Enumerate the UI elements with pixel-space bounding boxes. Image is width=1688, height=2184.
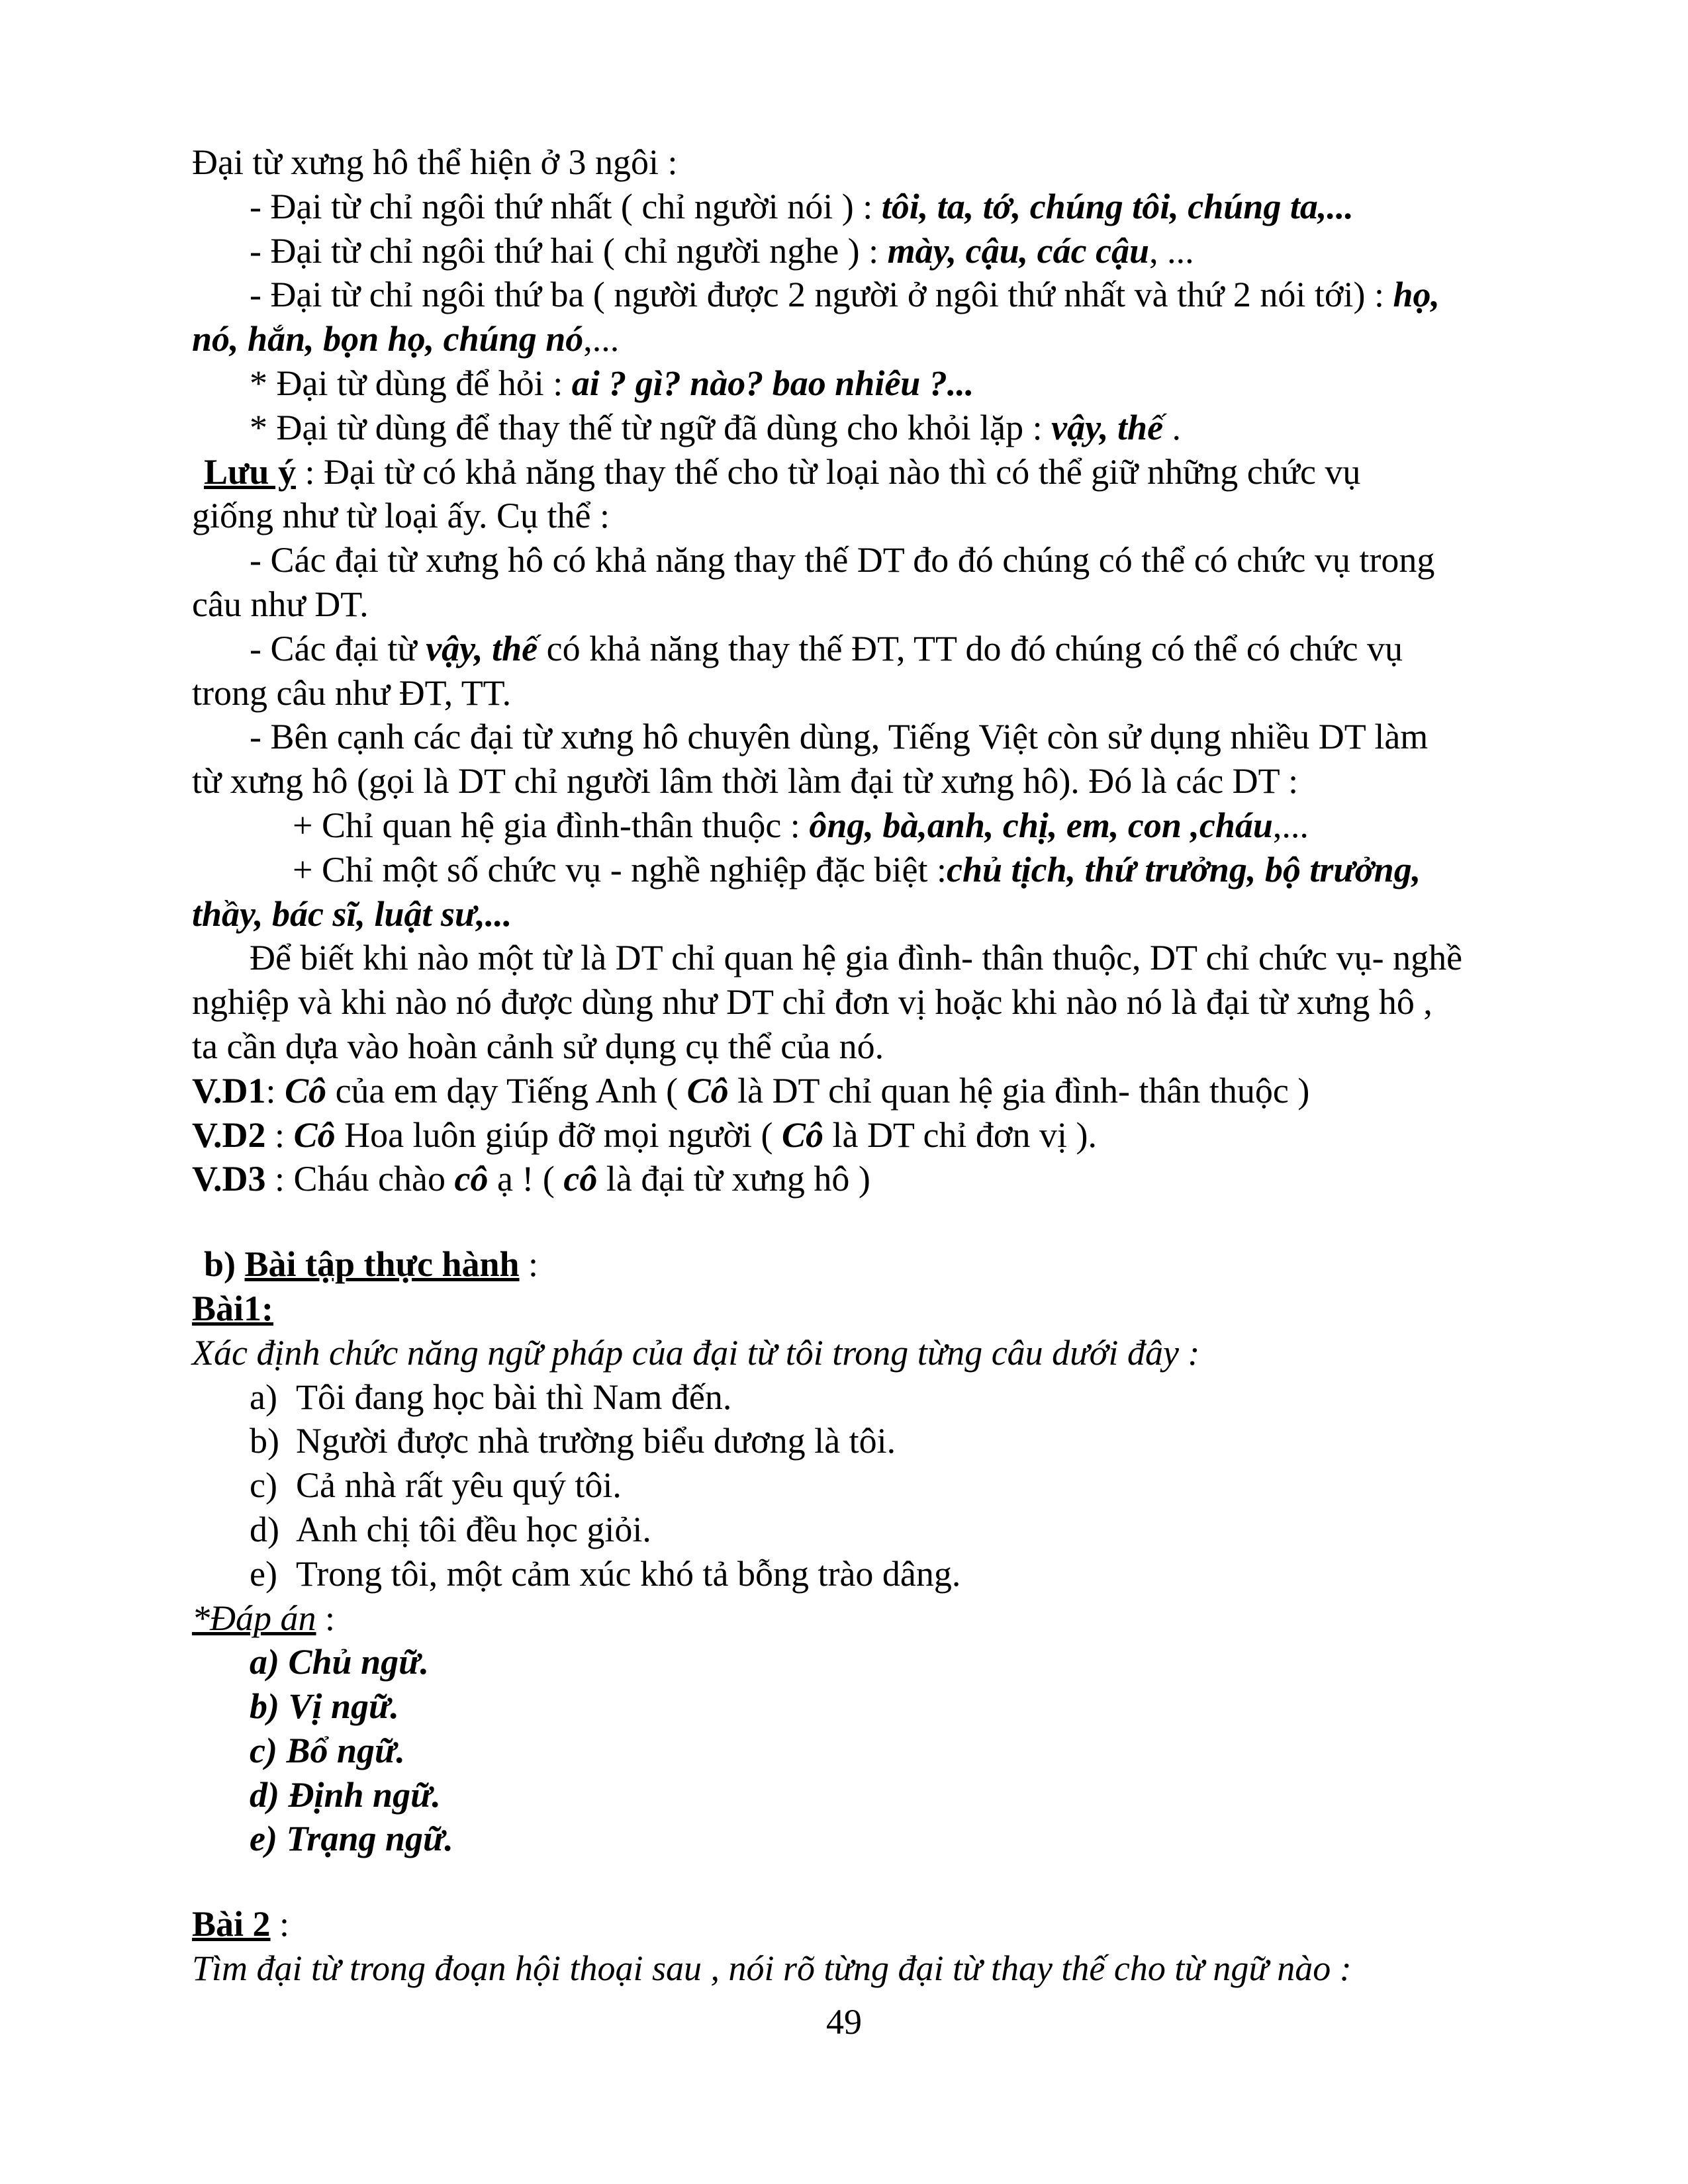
list-item: d) Anh chị tôi đều học giỏi. [250,1509,651,1549]
note-line: Lưu ý : Đại từ có khả năng thay thế cho từ loại nào thì có thể giữ những chức vụ [204,451,1361,492]
list-item: e) Trong tôi, một cảm xúc khó tả bỗng trào dâng. [250,1553,961,1594]
page-number: 49 [826,2002,862,2042]
example-2: V.D2 : Cô Hoa luôn giúp đỡ mọi người ( Cô là DT chỉ đơn vị ). [192,1115,1097,1155]
context-paragraph-cont-1: nghiệp và khi nào nó được dùng như DT chỉ đơn vị hoặc khi nào nó là đại từ xưng hô , [192,982,1432,1023]
context-paragraph-cont-2: ta cần dựa vào hoàn cảnh sử dụng cụ thể của nó. [192,1026,884,1066]
exercise-1-title: Bài1: [192,1288,274,1328]
list-item: a) Tôi đang học bài thì Nam đến. [250,1377,732,1417]
answer-item: d) Định ngữ. [250,1774,441,1815]
example-1: V.D1: Cô của em dạy Tiếng Anh ( Cô là DT chỉ quan hệ gia đình- thân thuộc ) [192,1070,1310,1111]
list-item: b) Người được nhà trường biểu dương là tôi. [250,1421,896,1461]
family-nouns-line: + Chỉ quan hệ gia đình-thân thuộc : ông, bà,anh, chị, em, con ,cháu,... [293,805,1309,845]
list-item: c) Cả nhà rất yêu quý tôi. [250,1465,622,1506]
question-pronoun-line: * Đại từ dùng để hỏi : ai ? gì? nào? bao nhiêu ?... [250,363,974,403]
note-item-1: - Các đại từ xưng hô có khả năng thay thế DT đo đó chúng có thể có chức vụ trong [250,540,1435,580]
third-person-line: - Đại từ chỉ ngôi thứ ba ( người được 2 người ở ngôi thứ nhất và thứ 2 nói tới) : họ, [250,275,1440,315]
replacement-pronoun-line: * Đại từ dùng để thay thế từ ngữ đã dùng cho khỏi lặp : vậy, thế . [250,407,1182,447]
job-nouns-line-cont: thầy, bác sĩ, luật sư,... [192,893,512,934]
third-person-line-cont: nó, hắn, bọn họ, chúng nó,... [192,319,620,359]
question-pronoun-examples: ai ? gì? nào? bao nhiêu ?... [571,363,974,403]
exercise-2-prompt: Tìm đại từ trong đoạn hội thoại sau , nói rõ từng đại từ thay thế cho từ ngữ nào : [192,1948,1352,1989]
answer-heading: *Đáp án : [192,1598,336,1638]
second-person-examples: mày, cậu, các cậu [887,230,1150,271]
answer-item: e) Trạng ngữ. [250,1819,453,1859]
note-item-2-cont: trong câu như ĐT, TT. [192,672,512,713]
note-label: Lưu ý [204,451,296,492]
note-item-2: - Các đại từ vậy, thế có khả năng thay thế ĐT, TT do đó chúng có thể có chức vụ [250,628,1403,668]
answer-item: b) Vị ngữ. [250,1686,399,1727]
first-person-examples: tôi, ta, tớ, chúng tôi, chúng ta,... [881,186,1354,226]
section-b-heading: b) Bài tập thực hành : [204,1244,539,1285]
third-person-examples: nó, hắn, bọn họ, chúng nó [192,319,584,359]
second-person-line: - Đại từ chỉ ngôi thứ hai ( chỉ người nghe ) : mày, cậu, các cậu, ... [250,230,1194,271]
first-person-line: - Đại từ chỉ ngôi thứ nhất ( chỉ người nói ) : tôi, ta, tớ, chúng tôi, chúng ta,... [250,186,1354,226]
section-b-title: Bài tập thực hành [244,1244,520,1285]
job-nouns-line: + Chỉ một số chức vụ - nghề nghiệp đặc biệt :chủ tịch, thứ trưởng, bộ trưởng, [293,849,1421,889]
note-line-cont: giống như từ loại ấy. Cụ thể : [192,496,610,536]
exercise-1-list [192,1375,1582,1596]
exercise-1-prompt: Xác định chức năng ngữ pháp của đại từ tôi trong từng câu dưới đây : [192,1332,1200,1373]
document-page [192,140,1582,1991]
example-3: V.D3 : Cháu chào cô ạ ! ( cô là đại từ xưng hô ) [192,1159,870,1199]
note-item-1-cont: câu như DT. [192,584,369,624]
replacement-pronoun-examples: vậy, thế [1051,407,1164,447]
context-paragraph: Để biết khi nào một từ là DT chỉ quan hệ gia đình- thân thuộc, DT chỉ chức vụ- nghề [250,938,1463,978]
note-item-3: - Bên cạnh các đại từ xưng hô chuyên dùng, Tiếng Việt còn sử dụng nhiều DT làm [250,717,1429,757]
answer-item: c) Bổ ngữ. [250,1730,405,1770]
answer-item: a) Chủ ngữ. [250,1642,429,1682]
note-item-3-cont: từ xưng hô (gọi là DT chỉ người lâm thời làm đại từ xưng hô). Đó là các DT : [192,761,1299,801]
answer-list [192,1640,1582,1861]
pronoun-intro: Đại từ xưng hô thể hiện ở 3 ngôi : [192,142,678,182]
exercise-2-title: Bài 2 : [192,1904,290,1944]
